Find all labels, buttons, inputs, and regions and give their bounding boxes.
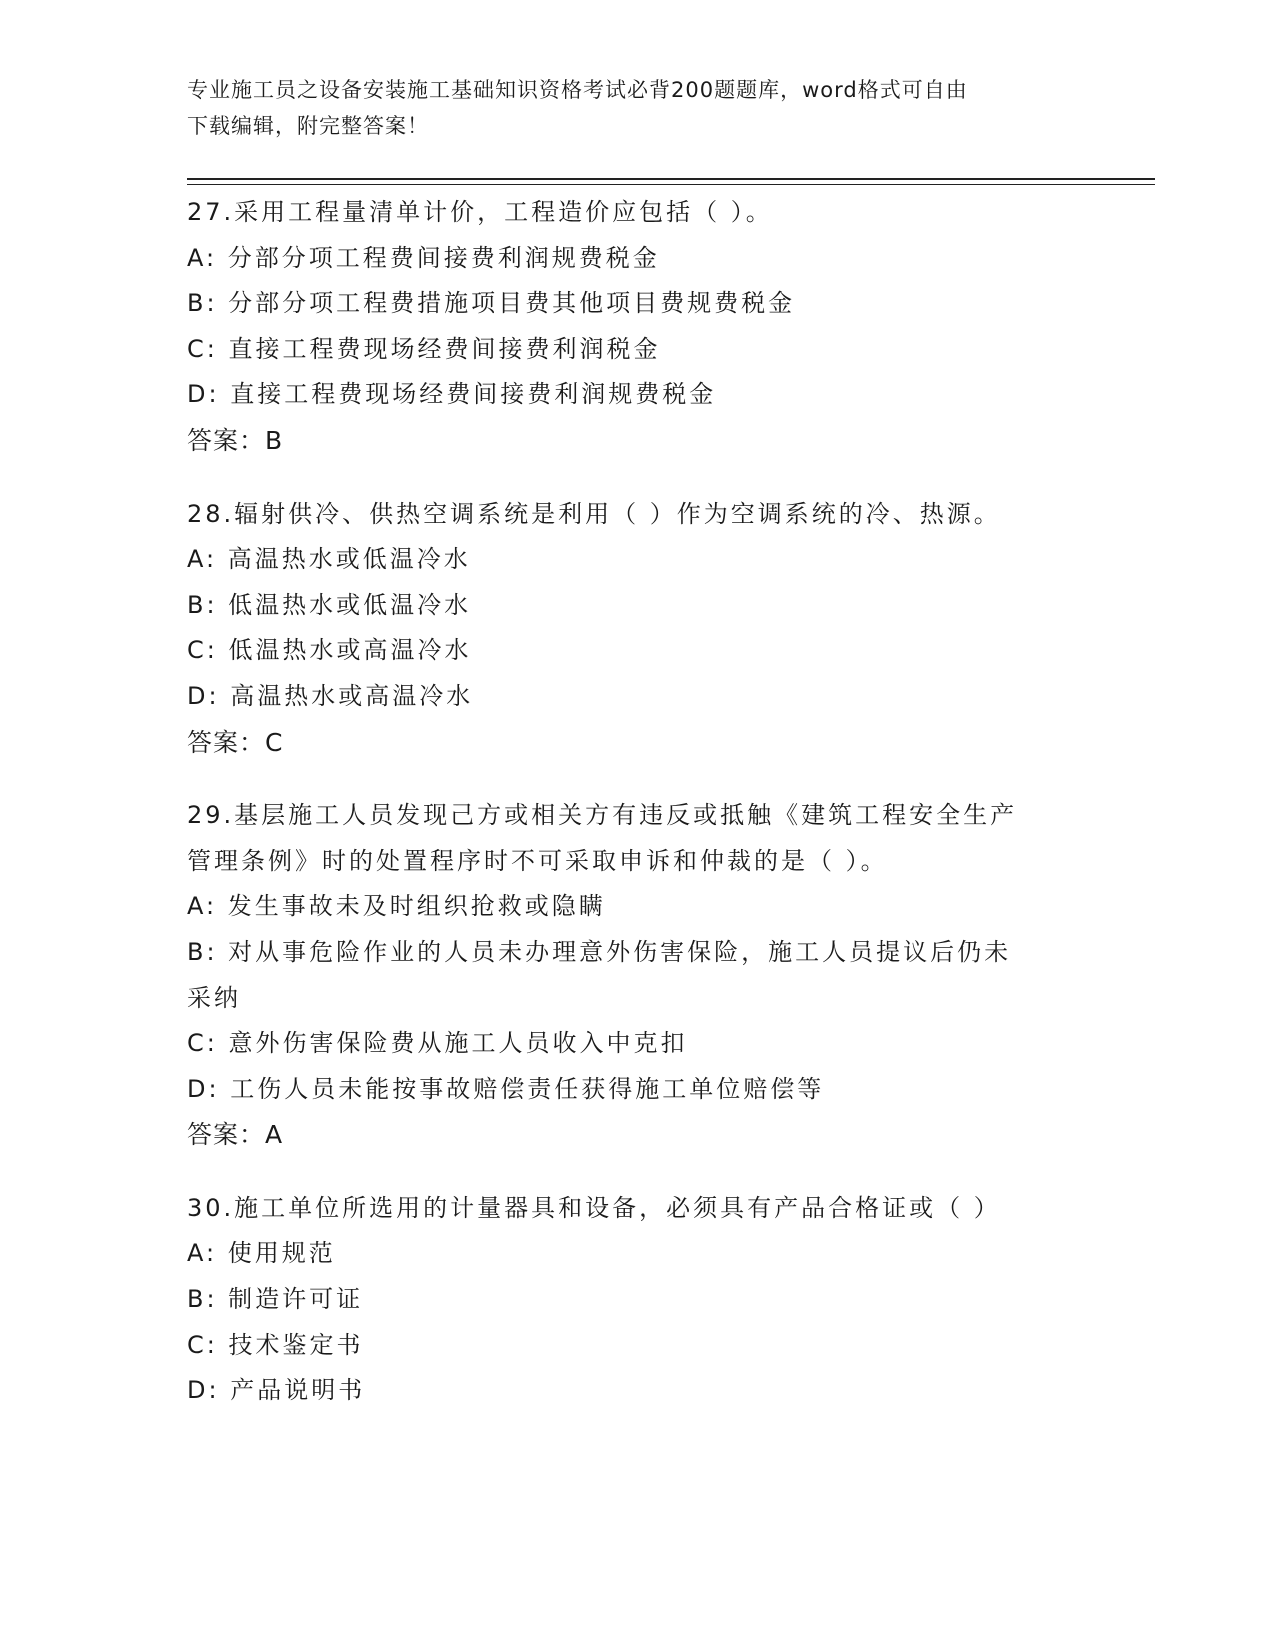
question-stem: 30.施工单位所选用的计量器具和设备，必须具有产品合格证或（ ） [187, 1193, 1001, 1222]
option-d: D: 产品说明书 [187, 1376, 366, 1405]
answer-label: 答案：C [187, 727, 284, 757]
header-line-2: 下载编辑，附完整答案！ [187, 114, 429, 138]
option-a: A: 分部分项工程费间接费利润规费税金 [187, 243, 660, 272]
question-list [187, 190, 1107, 1442]
option-a: A: 使用规范 [187, 1239, 336, 1268]
option-c: C: 直接工程费现场经费间接费利润税金 [187, 334, 661, 363]
option-b-line-1: B: 对从事危险作业的人员未办理意外伤害保险，施工人员提议后仍未 [187, 937, 1012, 966]
option-c: C: 技术鉴定书 [187, 1330, 364, 1359]
option-d: D: 高温热水或高温冷水 [187, 681, 474, 710]
header-divider-thin [187, 184, 1155, 185]
option-c: C: 低温热水或高温冷水 [187, 636, 472, 665]
question-28 [187, 492, 1107, 766]
option-d: D: 工伤人员未能按事故赔偿责任获得施工单位赔偿等 [187, 1074, 825, 1103]
option-b: B: 低温热水或低温冷水 [187, 590, 472, 619]
option-a: A: 发生事故未及时组织抢救或隐瞒 [187, 892, 606, 921]
option-b-line-2: 采纳 [187, 983, 241, 1012]
question-stem: 28.辐射供冷、供热空调系统是利用（ ）作为空调系统的冷、热源。 [187, 499, 1001, 528]
question-stem: 27.采用工程量清单计价，工程造价应包括（ ）。 [187, 198, 773, 226]
question-stem-line-2: 管理条例》时的处置程序时不可采取申诉和仲裁的是（ ）。 [187, 846, 888, 875]
header-divider-thick [187, 178, 1155, 180]
question-27 [187, 190, 1107, 464]
option-c: C: 意外伤害保险费从施工人员收入中克扣 [187, 1029, 688, 1058]
question-stem-line-1: 29.基层施工人员发现己方或相关方有违反或抵触《建筑工程安全生产 [187, 801, 1018, 830]
answer-label: 答案：A [187, 1120, 284, 1150]
option-b: B: 制造许可证 [187, 1285, 364, 1314]
header-line-1: 专业施工员之设备安装施工基础知识资格考试必背200题题库，word格式可自由 [187, 78, 968, 102]
option-a: A: 高温热水或低温冷水 [187, 545, 471, 574]
question-30 [187, 1186, 1107, 1414]
answer-label: 答案：B [187, 425, 284, 455]
option-d: D: 直接工程费现场经费间接费利润规费税金 [187, 380, 717, 409]
document-header [187, 72, 1067, 144]
option-b: B: 分部分项工程费措施项目费其他项目费规费税金 [187, 289, 796, 318]
question-29 [187, 793, 1107, 1158]
